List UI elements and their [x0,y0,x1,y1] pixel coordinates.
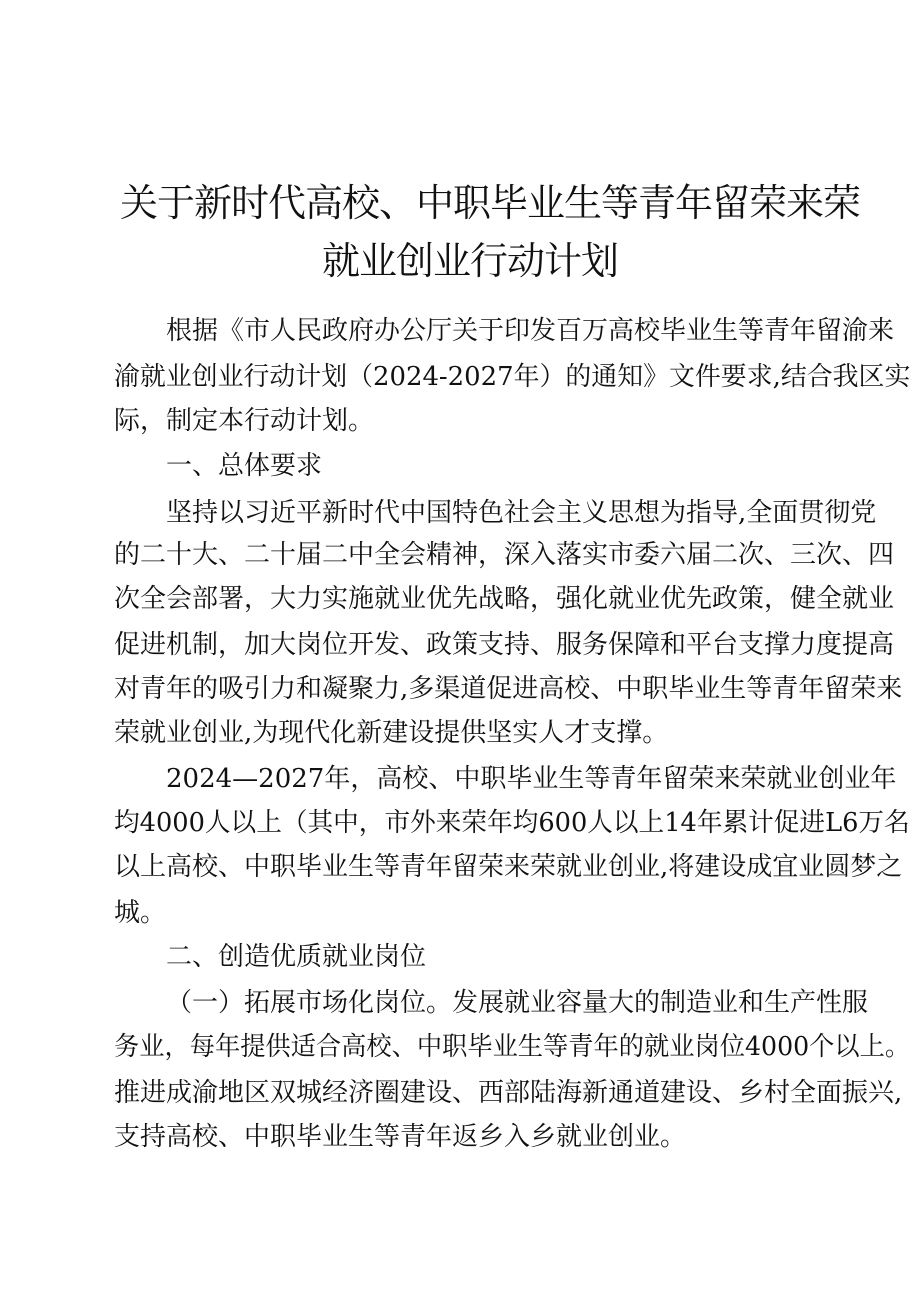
section-heading: 二、创造优质就业岗位 [166,942,427,972]
body-paragraph-line: 际，制定本行动计划。 [114,406,375,436]
body-paragraph-line: 以上高校、中职毕业生等青年留荣来荣就业创业,将建设成宜业圆梦之 [114,852,903,882]
body-paragraph-line: 根据《市人民政府办公厅关于印发百万高校毕业生等青年留渝来 [166,316,895,346]
body-paragraph-line: 次全会部署，大力实施就业优先战略，强化就业优先政策，健全就业 [114,584,895,614]
body-paragraph-line: 对青年的吸引力和凝聚力,多渠道促进高校、中职毕业生等青年留荣来 [114,674,903,704]
body-paragraph-line: 的二十大、二十届二中全会精神，深入落实市委六届二次、三次、四 [114,540,895,570]
body-paragraph-line: 荣就业创业,为现代化新建设提供坚实人才支撑。 [114,718,669,748]
body-paragraph-line: 促进机制，加大岗位开发、政策支持、服务保障和平台支撑力度提高 [114,630,895,660]
body-paragraph-line: 2024—2027年，高校、中职毕业生等青年留荣来荣就业创业年 [166,764,897,794]
body-paragraph-line: （一）拓展市场化岗位。发展就业容量大的制造业和生产性服 [166,988,869,1018]
body-paragraph-line: 推进成渝地区双城经济圈建设、西部陆海新通道建设、乡村全面振兴, [114,1078,903,1108]
body-paragraph-line: 坚持以习近平新时代中国特色社会主义思想为指导,全面贯彻党 [166,498,877,528]
body-paragraph-line: 渝就业创业行动计划（2024-2027年）的通知》文件要求,结合我区实 [114,362,911,392]
section-heading: 一、总体要求 [166,451,323,481]
document-title-line-2: 就业创业行动计划 [322,239,619,283]
body-paragraph-line: 支持高校、中职毕业生等青年返乡入乡就业创业。 [114,1122,687,1152]
body-paragraph-line: 务业，每年提供适合高校、中职毕业生等青年的就业岗位4000个以上。 [114,1032,911,1062]
body-paragraph-line: 均4000人以上（其中，市外来荣年均600人以上14年累计促进L6万名 [114,808,910,838]
body-paragraph-line: 城。 [114,898,167,928]
document-title-line-1: 关于新时代高校、中职毕业生等青年留荣来荣 [120,181,861,225]
